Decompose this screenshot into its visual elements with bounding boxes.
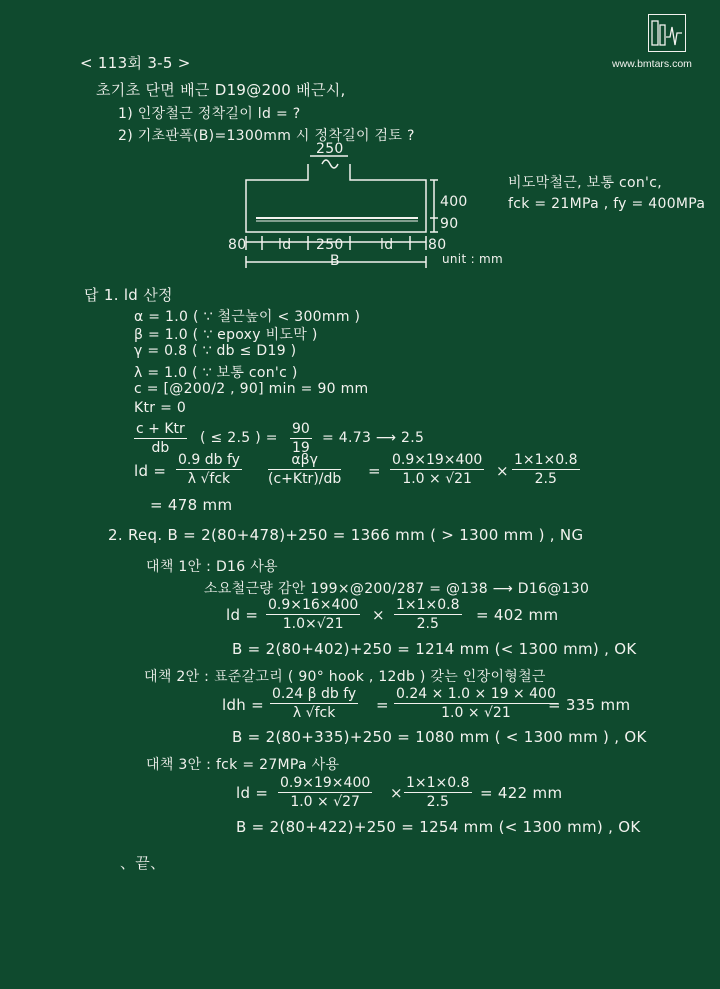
confinement-fraction: c + Ktr db (136, 421, 185, 456)
alt1-ld-result: = 402 mm (476, 606, 559, 624)
alt2-equals: = (376, 696, 389, 714)
alt3-ld-label: ld = (236, 784, 269, 802)
dim-ld-right: ld (380, 237, 394, 253)
factor-gamma: γ = 0.8 ( ∵ db ≤ D19 ) (134, 343, 297, 359)
ld-equals: = (368, 462, 381, 480)
cover-c: c = [@200/2 , 90] min = 90 mm (134, 381, 369, 397)
alternative-1-spacing: 소요철근량 감안 199×@200/287 = @138 ⟶ D16@130 (204, 581, 590, 597)
unit-label: unit : mm (442, 252, 504, 266)
dim-column-width: 250 (316, 141, 344, 157)
alt2-fraction-1: 0.24 β db fy λ √fck (272, 686, 357, 721)
ld-fraction-3: $\frac{0.9\times 19\times 400}{1.0 \times √21}$ (392, 452, 483, 487)
ld-fraction-2: αβγ (c+Ktr)/db (268, 452, 342, 487)
dim-cover: 90 (440, 216, 459, 232)
factor-alpha: α = 1.0 ( ∵ 철근높이 < 300mm ) (134, 309, 361, 325)
alt2-ldh-label: ldh = (222, 696, 265, 714)
confinement-value-fraction: $\frac{90}{19}$ (292, 421, 310, 456)
required-width-check: 2. Req. B = 2(80+478)+250 = 1366 mm ( > 1300 mm ) , NG (108, 526, 584, 544)
alt3-fraction-1: $\frac{0.9\times 19\times 400}{1.0 \times √27}$ (280, 775, 371, 810)
material-note-2: fck = 21MPa , fy = 400MPa (508, 196, 706, 212)
alt2-fraction-2: $\frac{0.24 \times 1.0 \times 19 \times 400}{1.0 \times √21}$ (396, 686, 556, 721)
question-2: 2) 기초판폭(B)=1300mm 시 정착길이 검토 ? (118, 128, 415, 144)
problem-title: < 113회 3-5 > (80, 54, 191, 72)
material-note-1: 비도막철근, 보통 con'c, (508, 175, 662, 191)
alt1-fraction-2: $\frac{1\times 1\times 0.8}{2.5}$ (396, 597, 460, 632)
ld-fraction-4: $\frac{1\times 1\times 0.8}{2.5}$ (514, 452, 578, 487)
alt3-ld-result: = 422 mm (480, 784, 563, 802)
alt1-ld-label: ld = (226, 606, 259, 624)
alt1-times: × (372, 606, 385, 624)
dim-left: 80 (228, 237, 247, 253)
alt3-B-check: B = 2(80+422)+250 = 1254 mm (< 1300 mm) , OK (236, 818, 641, 836)
problem-statement: 초기초 단면 배근 D19@200 배근시, (96, 81, 346, 99)
alt2-ldh-result: = 335 mm (548, 696, 631, 714)
dim-right: 80 (428, 237, 447, 253)
question-1: 1) 인장철근 정착길이 ld = ? (118, 106, 301, 122)
factor-lambda: λ = 1.0 ( ∵ 보통 con'c ) (134, 365, 298, 381)
ld-fraction-1: 0.9 db fy λ √fck (178, 452, 240, 487)
dim-height: 400 (440, 194, 468, 210)
alternative-3-label: 대책 3안 : fck = 27MPa 사용 (146, 757, 340, 773)
alt3-fraction-2: $\frac{1\times 1\times 0.8}{2.5}$ (406, 775, 470, 810)
alternative-1-label: 대책 1안 : D16 사용 (146, 559, 278, 575)
alternative-2-label: 대책 2안 : 표준갈고리 ( 90° hook , 12db ) 갖는 인장이형철근 (144, 669, 546, 685)
answer-heading: 답 1. ld 산정 (84, 286, 173, 304)
alt1-fraction-1: $\frac{0.9\times 16\times 400}{1.0\times√21}$ (268, 597, 359, 632)
alt1-B-check: B = 2(80+402)+250 = 1214 mm (< 1300 mm) , OK (232, 640, 637, 658)
ld-result: = 478 mm (150, 496, 233, 514)
ktr-value: Ktr = 0 (134, 400, 187, 416)
dim-ld-left: ld (278, 237, 292, 253)
alt2-B-check: B = 2(80+335)+250 = 1080 mm ( < 1300 mm ) , OK (232, 728, 647, 746)
alt3-times: × (390, 784, 403, 802)
ld-label: ld = (134, 462, 167, 480)
ld-times: × (496, 462, 509, 480)
dim-B: B (330, 253, 340, 269)
factor-beta: β = 1.0 ( ∵ epoxy 비도막 ) (134, 327, 318, 343)
confinement-limit: ( ≤ 2.5 ) = (200, 430, 278, 446)
dim-mid: 250 (316, 237, 344, 253)
confinement-result: = 4.73 ⟶ 2.5 (322, 430, 425, 446)
end-mark: 、끝、 (120, 854, 166, 872)
site-url: www.bmtars.com (612, 58, 692, 70)
